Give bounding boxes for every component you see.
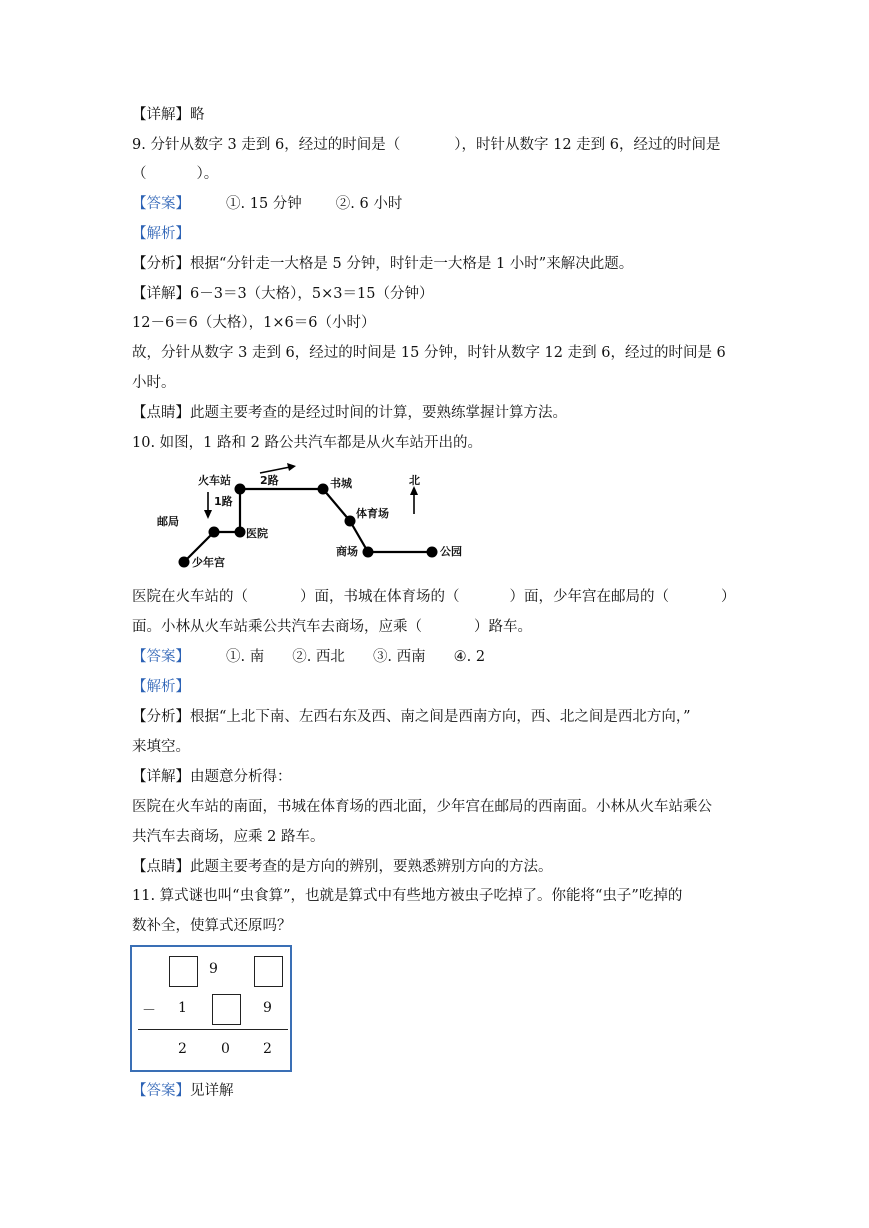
- q8-detail: [132, 105, 205, 125]
- detail-text: 略: [190, 107, 205, 123]
- label-youth-palace: 少年宫: [192, 556, 225, 569]
- q9-parse-tag: 【解析】: [132, 226, 190, 242]
- point-text: 此题主要考查的是经过时间的计算，要熟练掌握计算方法。: [190, 405, 567, 421]
- answer-item: ④. 2: [453, 649, 486, 665]
- q10-question-part: 医院在火车站的（: [132, 589, 248, 605]
- puzzle-digit: 1: [178, 1000, 187, 1016]
- analysis-text: 根据“分针走一大格是 5 分钟，时针走一大格是 1 小时”来解决此题。: [190, 256, 634, 272]
- q10-question-part: ）面，少年宫在邮局的（: [509, 589, 669, 605]
- answer-item: ②. 西北: [292, 649, 345, 665]
- route1-arrowhead-icon: [204, 510, 212, 519]
- detail-tag: 【详解】: [132, 769, 190, 785]
- bus-route-map: [132, 462, 472, 574]
- puzzle-blank-box[interactable]: [169, 956, 198, 987]
- q11-stem-2: 数补全，使算式还原吗？: [132, 918, 292, 934]
- north-arrowhead-icon: [410, 486, 418, 495]
- q10-question-line1: [132, 587, 736, 607]
- stadium-dot: [345, 516, 356, 527]
- q10-question-part: ）路车。: [474, 619, 532, 635]
- label-train-station: 火车站: [198, 474, 231, 487]
- analysis-tag: 【分析】: [132, 256, 190, 272]
- q10-question-part: ）面，书城在体育场的（: [300, 589, 460, 605]
- q9-stem-part: 9. 分针从数字 3 走到 6，经过的时间是（: [132, 137, 401, 153]
- detail-text: 6－3＝3（大格），5×3＝15（分钟）: [190, 286, 434, 302]
- q9-point: [132, 403, 567, 423]
- route2-arrow-icon: [260, 467, 290, 473]
- label-bookstore: 书城: [330, 477, 352, 490]
- q10-stem: 10. 如图，1 路和 2 路公共汽车都是从火车站开出的。: [132, 435, 482, 451]
- subtraction-puzzle: [130, 945, 292, 1072]
- answer-item: ③. 西南: [372, 649, 426, 665]
- train-station-dot: [235, 484, 246, 495]
- q9-detail-2: 12－6＝6（大格），1×6＝6（小时）: [132, 315, 376, 331]
- answer-tag: 【答案】: [132, 1083, 190, 1099]
- analysis-tag: 【分析】: [132, 709, 190, 725]
- q9-stem-part: ），时针从数字 12 走到 6，经过的时间是: [454, 137, 721, 153]
- q9-answer: [132, 194, 402, 214]
- q11-answer: [132, 1081, 234, 1101]
- q10-point: [132, 857, 553, 877]
- q10-detail-2: 共汽车去商场，应乘 2 路车。: [132, 829, 325, 845]
- route2-line: [240, 489, 432, 552]
- answer-item: ②. 6 小时: [335, 196, 403, 212]
- q9-detail-4: 小时。: [132, 375, 176, 391]
- puzzle-digit: 9: [263, 1000, 272, 1016]
- q10-answer: [132, 647, 485, 667]
- q9-stem-line1: [132, 135, 721, 155]
- q11-stem-1: 11. 算式谜也叫“虫食算”，也就是算式中有些地方被虫子吃掉了。你能将“虫子”吃掉的: [132, 888, 683, 904]
- result-digit: 0: [221, 1041, 230, 1057]
- point-tag: 【点睛】: [132, 405, 190, 421]
- label-hospital: 医院: [246, 527, 268, 540]
- q9-stem-part: （: [132, 166, 147, 182]
- label-route1: 1路: [214, 495, 233, 508]
- result-digit: 2: [178, 1041, 187, 1057]
- park-dot: [427, 547, 438, 558]
- answer-text: 见详解: [190, 1083, 234, 1099]
- puzzle-blank-box[interactable]: [254, 956, 283, 987]
- point-text: 此题主要考查的是方向的辨别，要熟悉辨别方向的方法。: [190, 859, 553, 875]
- label-post-office: 邮局: [157, 515, 179, 528]
- q10-question-part: 面。小林从火车站乘公共汽车去商场，应乘（: [132, 619, 422, 635]
- q10-question-part: ）: [721, 589, 736, 605]
- puzzle-divider: [138, 1029, 288, 1030]
- route2-arrowhead-icon: [287, 463, 296, 471]
- label-north: 北: [409, 474, 420, 487]
- detail-text: 由题意分析得：: [190, 769, 292, 785]
- hospital-dot: [235, 527, 246, 538]
- detail-tag: 【详解】: [132, 286, 190, 302]
- result-digit: 2: [263, 1041, 272, 1057]
- bookstore-dot: [318, 484, 329, 495]
- answer-item: ①. 南: [226, 649, 265, 665]
- answer-tag: 【答案】: [132, 196, 190, 212]
- q10-analysis-1: [132, 707, 691, 727]
- puzzle-blank-box[interactable]: [212, 994, 241, 1025]
- q10-detail-1: 医院在火车站的南面，书城在体育场的西北面，少年宫在邮局的西南面。小林从火车站乘公: [132, 799, 712, 815]
- answer-item: ①. 15 分钟: [226, 196, 302, 212]
- analysis-text: 根据“上北下南、左西右东及西、南之间是西南方向，西、北之间是西北方向，”: [190, 709, 691, 725]
- answer-tag: 【答案】: [132, 649, 190, 665]
- q9-detail-1: [132, 284, 433, 304]
- q9-analysis: [132, 254, 633, 274]
- detail-tag: 【详解】: [132, 107, 190, 123]
- mall-dot: [363, 547, 374, 558]
- label-route2: 2路: [260, 474, 279, 487]
- q10-question-line2: [132, 617, 532, 637]
- post-office-dot: [209, 527, 220, 538]
- youth-palace-dot: [179, 557, 190, 568]
- q9-stem-part: ）。: [196, 166, 219, 182]
- point-tag: 【点睛】: [132, 859, 190, 875]
- label-stadium: 体育场: [356, 507, 389, 520]
- q10-parse-tag: 【解析】: [132, 679, 190, 695]
- q10-analysis-2: 来填空。: [132, 739, 190, 755]
- label-park: 公园: [440, 545, 462, 558]
- minus-sign: －: [142, 1003, 156, 1019]
- puzzle-digit: 9: [209, 961, 218, 977]
- q10-detail-intro: [132, 767, 292, 787]
- q9-detail-3: 故，分针从数字 3 走到 6，经过的时间是 15 分钟，时针从数字 12 走到 6，经过的时间是 6: [132, 345, 726, 361]
- label-mall: 商场: [336, 545, 358, 558]
- q9-stem-line2: [132, 164, 218, 184]
